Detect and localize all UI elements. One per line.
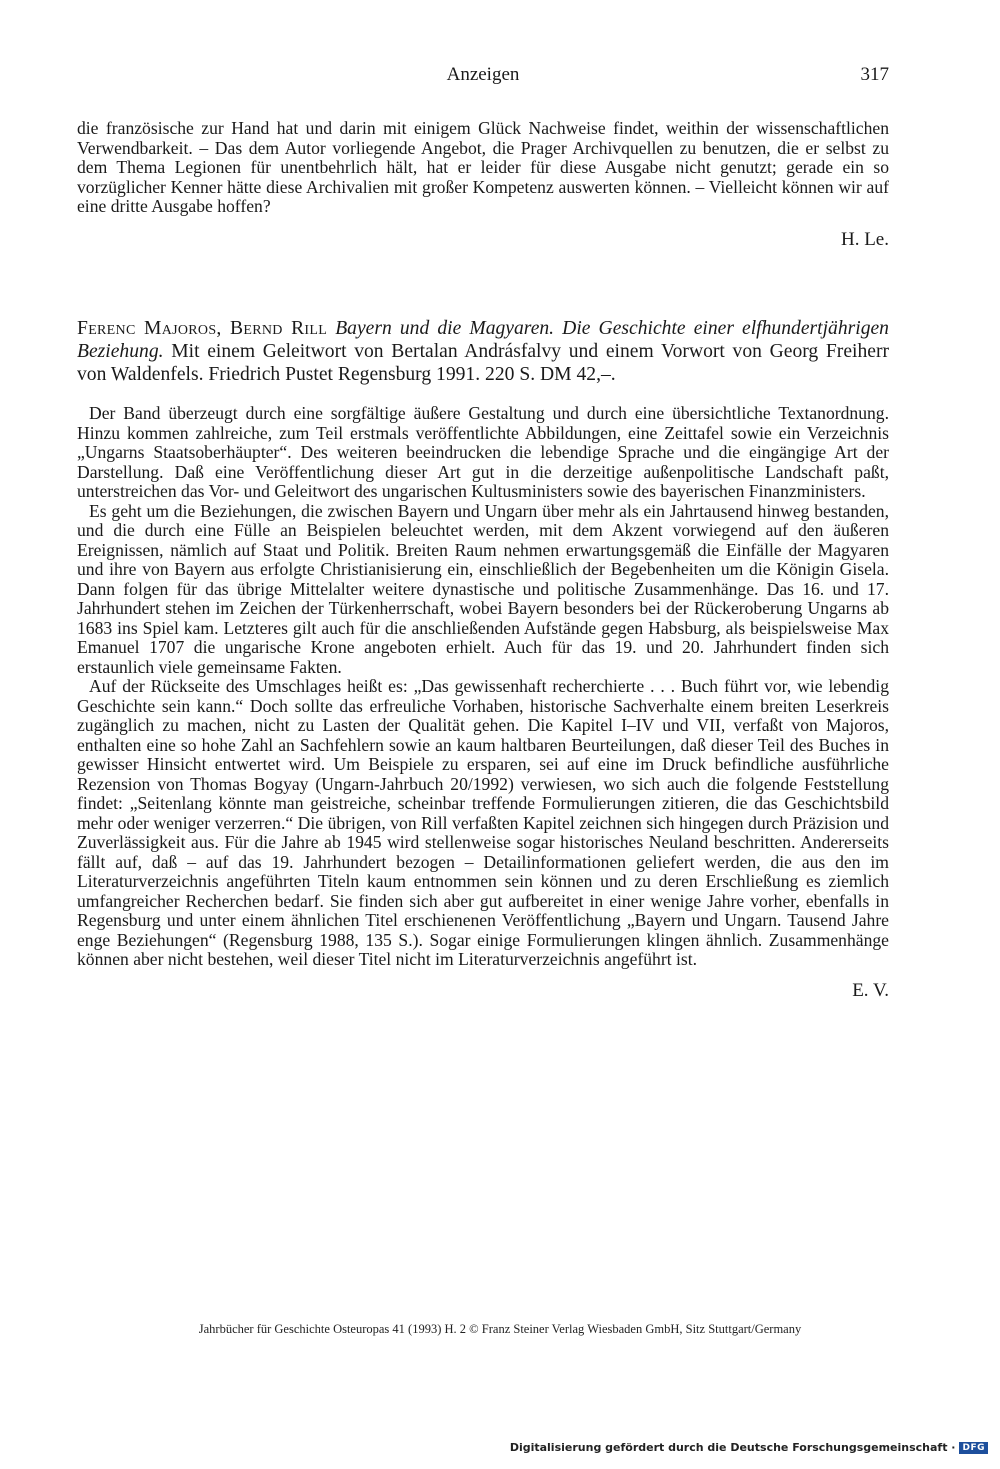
digitization-credit: [510, 1441, 988, 1454]
review-1: [77, 119, 889, 251]
review-2-book-title: Bayern und die Magyaren. Die Geschichte einer elfhundertjährigen Beziehung.: [77, 318, 889, 362]
review-2-paragraph: Auf der Rückseite des Umschlages heißt es: „Das gewissenhaft recherchierte . . . Buch führt vor, wie lebendig Geschichte sein kann.“ Doch sollte das erfreuliche Vorhaben, historische Sachverhalte einem breiten Leserkreis zugänglich zu machen, nicht zu Lasten der Qualität gehen. Die Kapitel I–IV und VII, verfaßt von Majoros, enthalten eine so hohe Zahl an Sachfehlern sowie an kaum haltbaren Beurteilungen, daß dieser Teil des Buches in gewisser Hinsicht entwertet wird. Um Beispiele zu ersparen, sei auf eine im Druck befindliche ausführliche Rezension von Thomas Bogyay (Ungarn-Jahrbuch 20/1992) verwiesen, wo sich auch die folgende Feststellung findet: „Seitenlang könnte man geistreiche, scheinbar treffende Formulierungen zitieren, die das Geschichtsbild mehr oder weniger verzerren.“ Die übrigen, von Rill verfaßten Kapitel zeichnen sich hingegen durch Präzision und Zuverlässigkeit aus. Für die Jahre ab 1945 wird stellenweise sogar historisches Neuland beschritten. Andererseits fällt auf, daß – auf das 19. Jahrhundert bezogen – Detailinformationen geliefert werden, die aus den im Literaturverzeichnis angeführten Titeln kaum entnommen sein können und zu deren Erschließung es ziemlich umfangreicher Recherchen bedarf. Sie finden sich aber gut aufbereitet in einer wenige Jahre vorher, ebenfalls in Regensburg und unter einem ähnlichen Titel erschienenen Veröffentlichung „Bayern und Ungarn. Tausend Jahre enge Beziehungen“ (Regensburg 1988, 135 S.). Sogar einige Formulierungen klingen ähnlich. Zusammenhänge können aber nicht bestehen, weil dieser Titel nicht im Literaturverzeichnis angeführt ist.: [77, 676, 889, 969]
review-1-signature: H. Le.: [840, 228, 889, 250]
review-2: [77, 317, 889, 1002]
running-title: Anzeigen: [446, 64, 520, 85]
page-number: 317: [860, 64, 889, 85]
review-2-paragraph: Der Band überzeugt durch eine sorgfältige äußere Gestaltung und durch eine übersichtliche Textanordnung. Hinzu kommen zahlreiche, zum Teil erstmals veröffentlichte Abbildungen, eine Zeittafel sowie ein Verzeichnis „Ungarns Staatsoberhäupter“. Des weiteren beeindrucken die lebendige Sprache und die eingängige Art der Darstellung. Daß eine Veröffentlichung dieser Art gut in die derzeitige außenpolitische Landschaft paßt, unterstreichen das Vor- und Geleitwort des ungarischen Kultusministers sowie des bayerischen Finanzministers.: [77, 403, 889, 501]
review-2-details: Mit einem Geleitwort von Bertalan Andrásfalvy und einem Vorwort von Georg Freiherr von Waldenfels. Friedrich Pustet Regensburg 1991. 220 S. DM 42,–.: [77, 341, 890, 385]
review-2-paragraph: Es geht um die Beziehungen, die zwischen Bayern und Ungarn über mehr als ein Jahrtausend hinweg bestanden, und die durch eine Fülle an Beispielen beleuchtet werden, mit dem Akzent vorwiegend auf den äußeren Ereignissen, nämlich auf Staat und Politik. Breiten Raum nehmen erwartungsgemäß die Einfälle der Magyaren und ihre von Bayern aus erfolgte Christianisierung ein, einschließlich der Begebenheiten um die Königin Gisela. Dann folgen für das übrige Mittelalter weitere dynastische und politische Zusammenhänge. Das 16. und 17. Jahrhundert stehen im Zeichen der Türkenherrschaft, wobei Bayern besonders bei der Rückeroberung Ungarns ab 1683 ins Spiel kam. Letzteres gilt auch für die anschließenden Aufstände gegen Habsburg, als beispielsweise Max Emanuel 1707 die ungarische Krone angeboten erhielt. Auch für das 19. und 20. Jahrhundert finden sich erstaunlich viele gemeinsame Fakten.: [77, 500, 889, 677]
review-2-authors: Ferenc Majoros, Bernd Rill: [77, 318, 328, 339]
review-2-heading: [77, 317, 889, 386]
review-2-body: [77, 404, 889, 970]
running-head: [77, 64, 889, 92]
credit-text: Digitalisierung gefördert durch die Deutsche Forschungsgemeinschaft ·: [509, 1441, 956, 1454]
footer-citation: Jahrbücher für Geschichte Osteuropas 41 (1993) H. 2 © Franz Steiner Verlag Wiesbaden GmbH, Sitz Stuttgart/Germany: [198, 1322, 802, 1336]
review-2-signature: E. V.: [852, 979, 889, 1001]
review-1-text: die französische zur Hand hat und darin mit einigem Glück Nachweise findet, weithin der wissenschaftlichen Verwendbarkeit. – Das dem Autor vorliegende Angebot, die Prager Archivquellen zu benutzen, die er selbst zu dem Thema Legionen für unentbehrlich hält, hat er leider für diese Ausgabe nicht genutzt; gerade ein so vorzüglicher Kenner hätte diese Archivalien mit großer Kompetenz auswerten können. – Vielleicht können wir auf eine dritte Ausgabe hoffen?: [77, 118, 889, 216]
dfg-logo: DFG: [959, 1442, 988, 1454]
